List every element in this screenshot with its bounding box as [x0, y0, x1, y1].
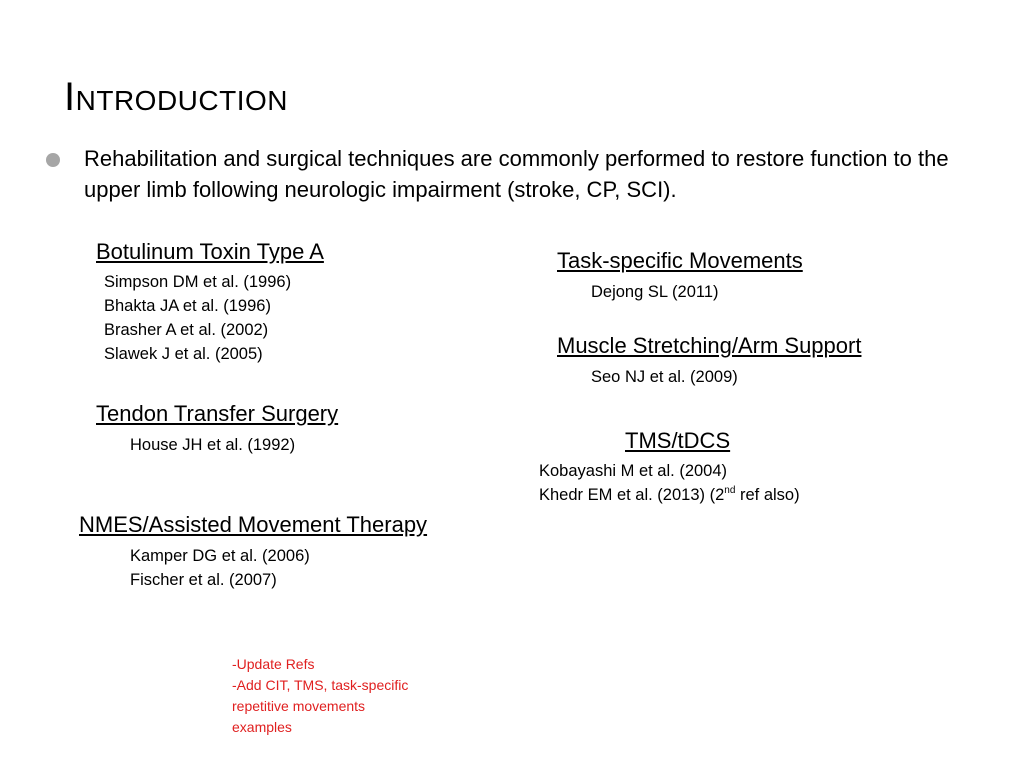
ref-item: Kobayashi M et al. (2004): [539, 462, 728, 480]
stretch-refs: [591, 365, 738, 389]
ref-khedr-prefix: Khedr EM et al. (2013) (2: [539, 486, 725, 504]
ref-item: House JH et al. (1992): [130, 436, 296, 454]
update-note: [232, 654, 472, 738]
intro-bullet-text: Rehabilitation and surgical techniques are commonly performed to restore function to the upper limb following neurologic impairment (stroke, CP, SCI).: [84, 146, 949, 202]
ref-item: Dejong SL (2011): [591, 283, 719, 301]
ref-item: Brasher A et al. (2002): [104, 321, 269, 339]
ref-item: Slawek J et al. (2005): [104, 345, 263, 363]
note-line: -Add CIT, TMS, task-specific: [232, 677, 409, 693]
task-heading: Task-specific Movements: [557, 248, 803, 273]
ref-item: Kamper DG et al. (2006): [130, 547, 310, 565]
ref-item: [539, 483, 800, 507]
task-refs: [591, 280, 719, 304]
tendon-heading: Tendon Transfer Surgery: [96, 401, 339, 426]
stretch-heading: Muscle Stretching/Arm Support: [557, 333, 862, 358]
bullet-dot-icon: [46, 153, 60, 167]
ref-item: Fischer et al. (2007): [130, 571, 277, 589]
tms-refs: [539, 459, 800, 507]
nmes-heading: NMES/Assisted Movement Therapy: [79, 512, 428, 537]
botox-heading: Botulinum Toxin Type A: [96, 239, 324, 264]
slide-title: Introduction: [64, 75, 288, 119]
tendon-refs: [130, 433, 295, 457]
tms-heading: TMS/tDCS: [625, 428, 731, 453]
note-line: -Update Refs: [232, 656, 315, 672]
botox-refs: [104, 270, 291, 366]
note-line: examples: [232, 719, 292, 735]
nmes-refs: [130, 544, 310, 592]
ref-item: Bhakta JA et al. (1996): [104, 297, 271, 315]
ref-item: Simpson DM et al. (1996): [104, 273, 292, 291]
ref-khedr-superscript: nd: [724, 485, 736, 496]
note-line: repetitive movements: [232, 698, 366, 714]
ref-item: Seo NJ et al. (2009): [591, 368, 738, 386]
ref-khedr-suffix: ref also): [735, 486, 800, 504]
